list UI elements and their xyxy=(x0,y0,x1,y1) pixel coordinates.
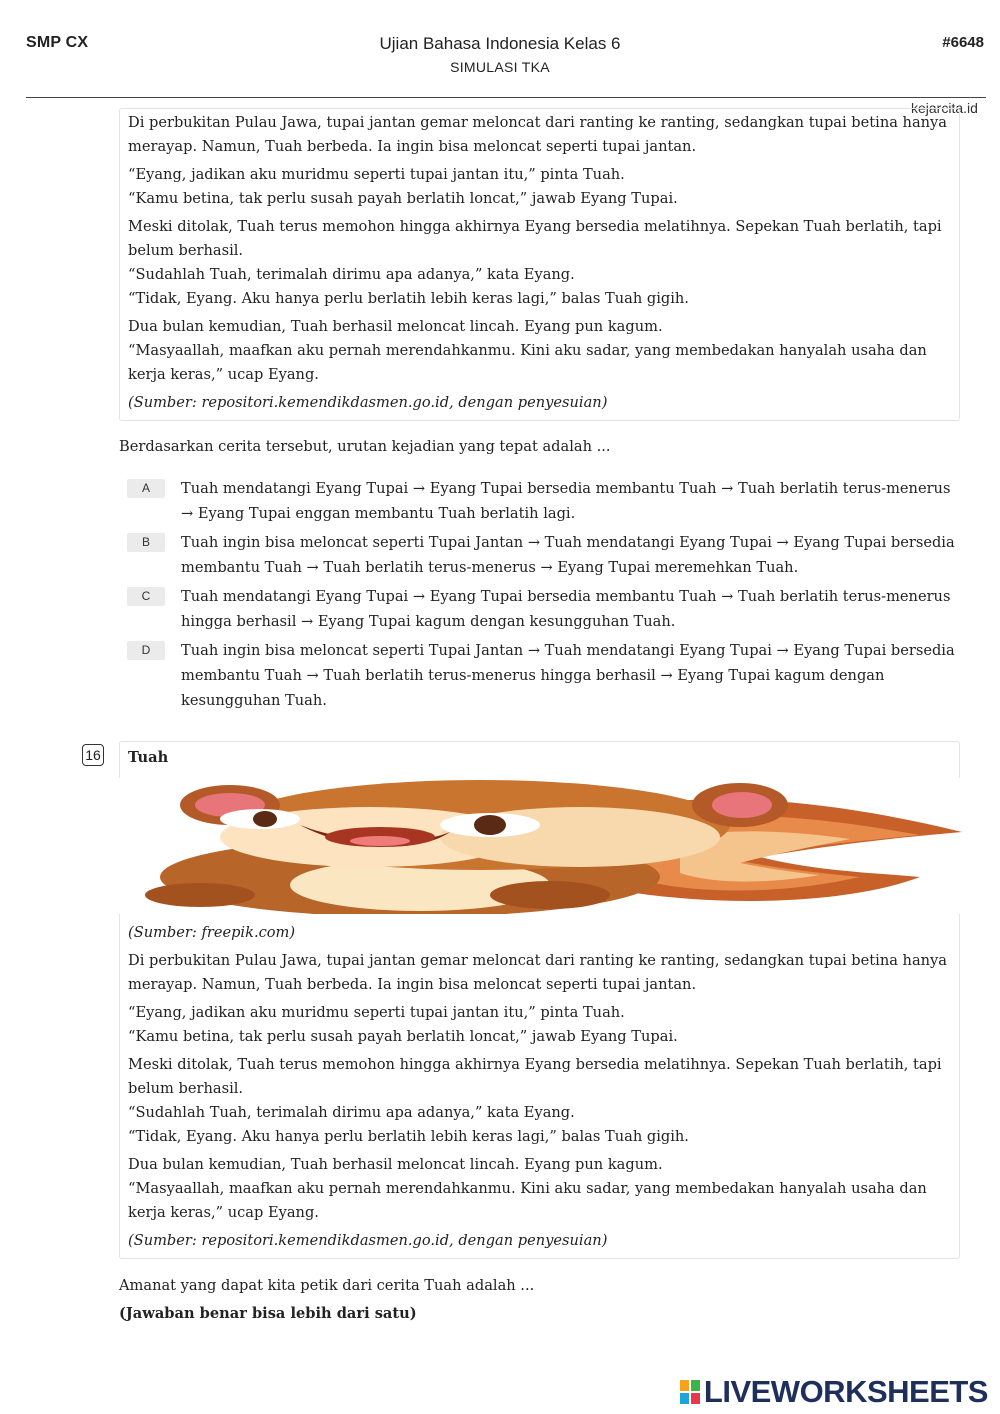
worksheet-code: #6648 xyxy=(942,34,984,51)
school-name: SMP CX xyxy=(26,34,89,51)
story-paragraph: “Tidak, Eyang. Aku hanya perlu berlatih lebih keras lagi,” balas Tuah gigih. xyxy=(128,290,689,307)
liveworksheets-logo xyxy=(680,1374,988,1410)
story-title-box xyxy=(119,741,960,778)
option-letter[interactable]: B xyxy=(127,533,165,552)
header-divider xyxy=(26,97,986,98)
story-paragraph: “Kamu betina, tak perlu susah payah berlatih loncat,” jawab Eyang Tupai. xyxy=(128,1028,678,1045)
story-paragraph: “Masyaallah, maafkan aku pernah merendahkanmu. Kini aku sadar, yang membedakan hanyalah usaha dan kerja keras,” ucap Eyang. xyxy=(128,1180,927,1221)
story-paragraph: “Sudahlah Tuah, terimalah dirimu apa adanya,” kata Eyang. xyxy=(128,266,575,283)
story-paragraph: “Kamu betina, tak perlu susah payah berlatih loncat,” jawab Eyang Tupai. xyxy=(128,190,678,207)
image-source: (Sumber: freepik.com) xyxy=(128,924,296,941)
exam-title: Ujian Bahasa Indonesia Kelas 6 xyxy=(379,34,621,53)
logo-text: LIVEWORKSHEETS xyxy=(703,1374,988,1409)
story-source: (Sumber: repositori.kemendikdasmen.go.id, dengan penyesuian) xyxy=(128,1232,608,1249)
site-watermark: kejarcita.id xyxy=(911,100,978,116)
page-header xyxy=(0,0,1000,98)
question-number: 16 xyxy=(82,744,104,766)
story-paragraph: “Masyaallah, maafkan aku pernah merendahkanmu. Kini aku sadar, yang membedakan hanyalah usaha dan kerja keras,” ucap Eyang. xyxy=(128,342,927,383)
live-badge-icon xyxy=(680,1380,700,1404)
story-paragraph: Dua bulan kemudian, Tuah berhasil meloncat lincah. Eyang pun kagum. xyxy=(128,318,663,335)
option-letter[interactable]: C xyxy=(127,587,165,606)
story-paragraph: Di perbukitan Pulau Jawa, tupai jantan gemar meloncat dari ranting ke ranting, sedangkan tupai betina hanya merayap. Namun, Tuah berbeda. Ia ingin bisa meloncat seperti tupai jantan. xyxy=(128,952,947,993)
question-16-prompt: Amanat yang dapat kita petik dari cerita Tuah adalah ... xyxy=(119,1277,535,1294)
option-text[interactable]: Tuah mendatangi Eyang Tupai → Eyang Tupai bersedia membantu Tuah → Tuah berlatih terus-menerus → Eyang Tupai enggan membantu Tuah berlatih lagi. xyxy=(181,480,951,522)
option-text[interactable]: Tuah mendatangi Eyang Tupai → Eyang Tupai bersedia membantu Tuah → Tuah berlatih terus-menerus hingga berhasil → Eyang Tupai kagum dengan kesungguhan Tuah. xyxy=(181,588,951,630)
story-box-bottom xyxy=(119,914,960,1259)
story-paragraph: Di perbukitan Pulau Jawa, tupai jantan gemar meloncat dari ranting ke ranting, sedangkan tupai betina hanya merayap. Namun, Tuah berbeda. Ia ingin bisa meloncat seperti tupai jantan. xyxy=(128,114,947,155)
story-paragraph: Meski ditolak, Tuah terus memohon hingga akhirnya Eyang bersedia melatihnya. Sepekan Tuah berlatih, tapi belum berhasil. xyxy=(128,1056,942,1097)
story-paragraph: “Eyang, jadikan aku muridmu seperti tupai jantan itu,” pinta Tuah. xyxy=(128,1004,625,1021)
exam-subtitle: SIMULASI TKA xyxy=(450,59,550,75)
option-letter[interactable]: A xyxy=(127,479,165,498)
story-paragraph: “Sudahlah Tuah, terimalah dirimu apa adanya,” kata Eyang. xyxy=(128,1104,575,1121)
story-paragraph: “Tidak, Eyang. Aku hanya perlu berlatih lebih keras lagi,” balas Tuah gigih. xyxy=(128,1128,689,1145)
option-letter[interactable]: D xyxy=(127,641,165,660)
story-paragraph: Dua bulan kemudian, Tuah berhasil meloncat lincah. Eyang pun kagum. xyxy=(128,1156,663,1173)
story-paragraph: “Eyang, jadikan aku muridmu seperti tupai jantan itu,” pinta Tuah. xyxy=(128,166,625,183)
story-box-top xyxy=(119,108,960,421)
squirrel-image xyxy=(120,777,962,914)
answer-note: (Jawaban benar bisa lebih dari satu) xyxy=(119,1305,417,1322)
story-source: (Sumber: repositori.kemendikdasmen.go.id, dengan penyesuian) xyxy=(128,394,608,411)
squirrel-illustration xyxy=(120,777,962,914)
question-15-prompt: Berdasarkan cerita tersebut, urutan kejadian yang tepat adalah ... xyxy=(119,438,611,455)
option-text[interactable]: Tuah ingin bisa meloncat seperti Tupai Jantan → Tuah mendatangi Eyang Tupai → Eyang Tupai bersedia membantu Tuah → Tuah berlatih terus-menerus → Eyang Tupai meremehkan Tuah. xyxy=(181,534,955,576)
story-paragraph: Meski ditolak, Tuah terus memohon hingga akhirnya Eyang bersedia melatihnya. Sepekan Tuah berlatih, tapi belum berhasil. xyxy=(128,218,942,259)
story-title: Tuah xyxy=(128,749,169,766)
option-text[interactable]: Tuah ingin bisa meloncat seperti Tupai Jantan → Tuah mendatangi Eyang Tupai → Eyang Tupai bersedia membantu Tuah → Tuah berlatih terus-menerus hingga berhasil → Eyang Tupai kagum dengan kesungguhan Tuah. xyxy=(181,642,955,709)
